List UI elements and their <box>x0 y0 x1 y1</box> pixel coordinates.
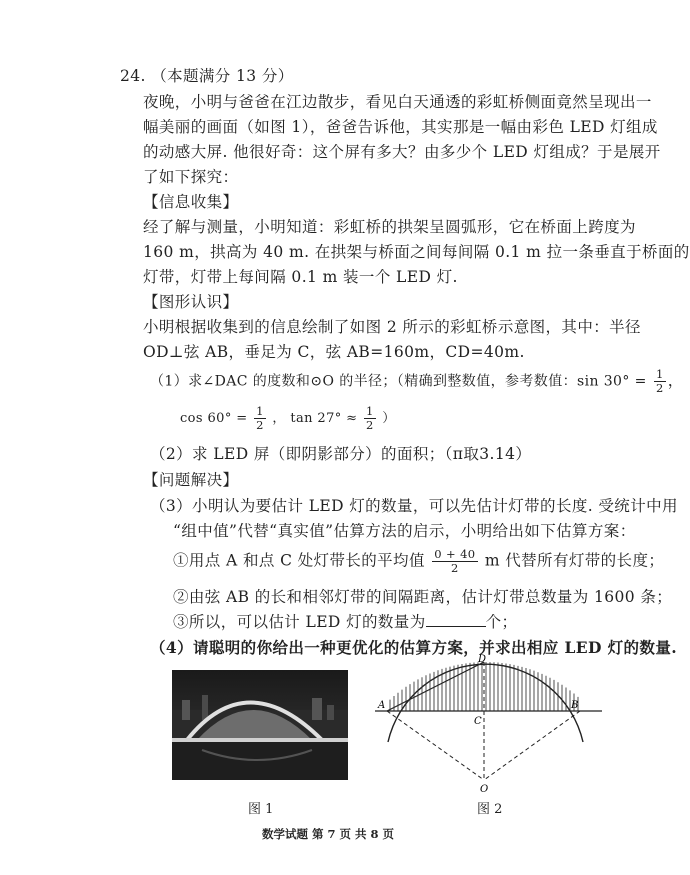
question-3-line-1: （3）小明认为要估计 LED 灯的数量，可以先估计灯带的长度. 受统计中用 <box>150 497 678 515</box>
problem-number: 24. <box>120 67 146 85</box>
photo-bridge-deck <box>172 738 348 742</box>
question-3-line-2: “组中值”代替“真实值”估算方法的启示，小明给出如下估算方案： <box>173 522 636 540</box>
section-info-title: 【信息收集】 <box>143 193 239 211</box>
section-shape-line-1: 小明根据收集到的信息绘制了如图 2 所示的彩虹桥示意图，其中：半径 <box>143 318 641 336</box>
photo-building <box>202 695 208 720</box>
radius-ob <box>484 711 580 780</box>
step-1: ①用点 A 和点 C 处灯带长的平均值 $\frac{0 + 40}{2}$ m 代替所有灯带的长度； <box>173 547 665 575</box>
step-3: ③所以，可以估计 LED 灯的数量为 个； <box>173 613 518 631</box>
question-2: （2）求 LED 屏（即阴影部分）的面积；（π取3.14） <box>150 445 532 463</box>
question-1-text: （1）求∠DAC 的度数和⊙O 的半径；（精确到整数值，参考数值：sin 30° = <box>150 373 647 390</box>
label-c: C <box>474 716 482 727</box>
section-info-line-2: 160 m，拱高为 40 m. 在拱架与桥面之间每间隔 0.1 m 拉一条垂直于桥面的 <box>143 243 690 261</box>
step-1-fraction: $\frac{0 + 40}{2}$ <box>434 547 476 575</box>
q1-tan-fraction: $\frac{1}{2}$ <box>366 404 374 432</box>
section-solve-title: 【问题解决】 <box>143 471 239 489</box>
question-4: （4）请聪明的你给出一种更优化的估算方案，并求出相应 LED 灯的数量. <box>150 638 678 657</box>
problem-score: （本题满分 13 分） <box>151 67 294 85</box>
label-b: B <box>571 700 579 711</box>
section-info-line-3: 灯带，灯带上每间隔 0.1 m 装一个 LED 灯. <box>143 268 458 286</box>
photo-building <box>182 700 190 720</box>
label-o: O <box>480 784 489 795</box>
q1-cos: cos 60° = <box>180 411 248 426</box>
section-shape-title: 【图形认识】 <box>143 293 239 311</box>
figure-1-caption: 图 1 <box>248 802 274 817</box>
label-a: A <box>378 700 386 711</box>
figure-1-photo <box>172 670 348 780</box>
q1-sin-fraction: $\frac{1}{2}$ <box>656 367 664 395</box>
q1-tan: ， tan 27° ≈ <box>272 411 358 426</box>
section-shape-line-2: OD⊥弦 AB，垂足为 C，弦 AB=160m，CD=40m. <box>143 343 525 361</box>
radius-oa <box>387 711 484 780</box>
intro-line-1: 夜晚，小明与爸爸在江边散步，看见白天通透的彩虹桥侧面竟然呈现出一 <box>143 93 652 111</box>
intro-line-4: 了如下探究： <box>143 168 239 186</box>
figure-2-caption: 图 2 <box>477 802 503 817</box>
answer-blank <box>426 612 486 627</box>
photo-building <box>312 698 322 720</box>
step-2: ②由弦 AB 的长和相邻灯带的间隔距离，估计灯带总数量为 1600 条； <box>173 588 673 606</box>
question-1: （1）求∠DAC 的度数和⊙O 的半径；（精确到整数值，参考数值：sin 30° = $\frac{1}{2}$ ， <box>150 367 684 395</box>
section-info-line-1: 经了解与测量，小明知道：彩虹桥的拱架呈圆弧形，它在桥面上跨度为 <box>143 218 636 236</box>
figure-2-diagram <box>370 652 610 802</box>
segment-ad <box>387 662 484 711</box>
problem-header <box>120 64 294 86</box>
photo-building <box>327 705 334 720</box>
photo-river <box>172 742 348 780</box>
q1-cos-fraction: $\frac{1}{2}$ <box>256 404 264 432</box>
question-1-reference: cos 60° = $\frac{1}{2}$ ， tan 27° ≈ $\frac{1}{2}$ ） <box>180 404 396 432</box>
intro-line-3: 的动感大屏. 他很好奇：这个屏有多大？由多少个 LED 灯组成？于是展开 <box>143 143 661 161</box>
label-d: D <box>478 654 487 665</box>
page-footer: 数学试题 第 7 页 共 8 页 <box>262 827 395 841</box>
intro-line-2: 幅美丽的画面（如图 1），爸爸告诉他，其实那是一幅由彩色 LED 灯组成 <box>143 118 658 136</box>
